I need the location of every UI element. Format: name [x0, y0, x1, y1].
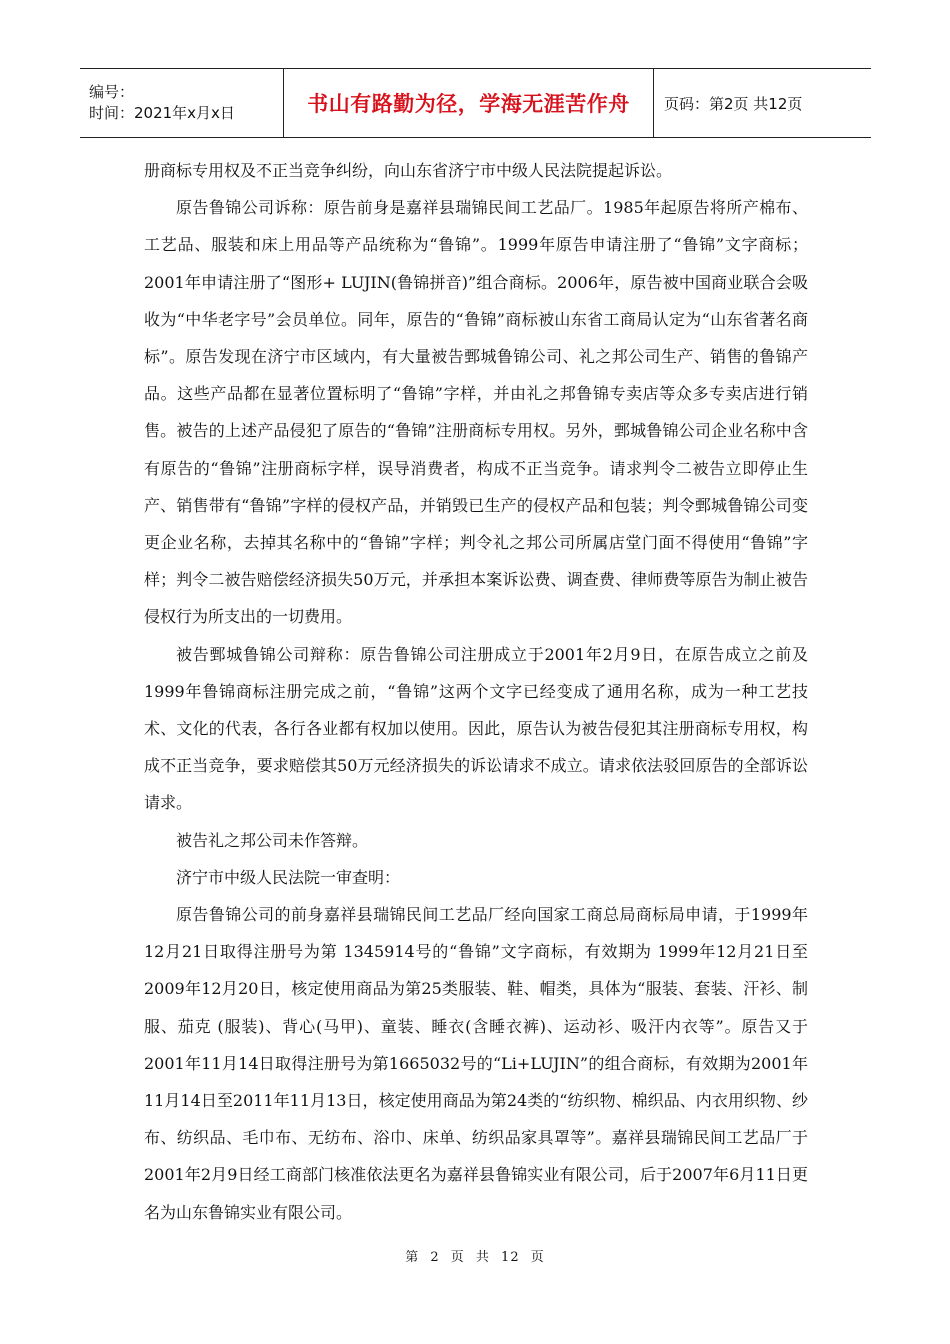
header-page-cell [654, 69, 871, 137]
header-motto-cell [284, 69, 654, 137]
header-page-info: 页码：第2页 共12页 [664, 94, 803, 113]
paragraph: 原告鲁锦公司诉称：原告前身是嘉祥县瑞锦民间工艺品厂。1985年起原告将所产棉布、工艺品、服装和床上用品等产品统称为“鲁锦”。1999年原告申请注册了“鲁锦”文字商标；2001年申请注册了“图形+ LUJIN(鲁锦拼音)”组合商标。2006年，原告被中国商业联合会吸收为“中华老字号”会员单位。同年，原告的“鲁锦”商标被山东省工商局认定为“山东省著名商标”。原告发现在济宁市区域内，有大量被告鄄城鲁锦公司、礼之邦公司生产、销售的鲁锦产品。这些产品都在显著位置标明了“鲁锦”字样，并由礼之邦鲁锦专卖店等众多专卖店进行销售。被告的上述产品侵犯了原告的“鲁锦”注册商标专用权。另外，鄄城鲁锦公司企业名称中含有原告的“鲁锦”注册商标字样，误导消费者，构成不正当竞争。请求判令二被告立即停止生产、销售带有“鲁锦”字样的侵权产品，并销毁已生产的侵权产品和包装；判令鄄城鲁锦公司变更企业名称，去掉其名称中的“鲁锦”字样；判令礼之邦公司所属店堂门面不得使用“鲁锦”字样；判令二被告赔偿经济损失50万元，并承担本案诉讼费、调查费、律师费等原告为制止被告侵权行为所支出的一切费用。 [144, 198, 808, 627]
serial-label: 编号： [89, 83, 135, 101]
paragraph: 济宁市中级人民法院一审查明： [176, 867, 401, 887]
header-motto: 书山有路勤为径，学海无涯苦作舟 [307, 92, 630, 116]
document-body [144, 152, 808, 1231]
paragraph: 被告鄄城鲁锦公司辩称：原告鲁锦公司注册成立于2001年2月9日，在原告成立之前及1999年鲁锦商标注册完成之前，“鲁锦”这两个文字已经变成了通用名称，成为一种工艺技术、文化的代表，各行各业都有权加以使用。因此，原告认为被告侵犯其注册商标专用权，构成不正当竞争，要求赔偿其50万元经济损失的诉讼请求不成立。请求依法驳回原告的全部诉讼请求。 [144, 644, 808, 813]
paragraph: 被告礼之邦公司未作答辩。 [176, 830, 369, 850]
footer-page-number: 第 2 页 共 12 页 [405, 1250, 545, 1265]
document-header [80, 68, 871, 138]
header-meta [80, 69, 284, 137]
paragraph: 册商标专用权及不正当竞争纠纷，向山东省济宁市中级人民法院提起诉讼。 [144, 161, 673, 180]
time-label: 时间：2021年x月x日 [89, 104, 235, 122]
paragraph: 原告鲁锦公司的前身嘉祥县瑞锦民间工艺品厂经向国家工商总局商标局申请，于1999年12月21日取得注册号为第 1345914号的“鲁锦”文字商标，有效期为 1999年12月21日至2009年12月20日，核定使用商品为第25类服装、鞋、帽类，具体为“服装、套装、汗衫、制服、茄克 (服装)、背心(马甲)、童装、睡衣(含睡衣裤)、运动衫、吸汗内衣等”。原告又于2001年11月14日取得注册号为第1665032号的“Li+LUJIN”的组合商标，有效期为2001年11月14日至2011年11月13日，核定使用商品为第24类的“纺织物、棉织品、内衣用织物、纱布、纺织品、毛巾布、无纺布、浴巾、床单、纺织品家具罩等”。嘉祥县瑞锦民间工艺品厂于2001年2月9日经工商部门核准依法更名为嘉祥县鲁锦实业有限公司，后于2007年6月11日更名为山东鲁锦实业有限公司。 [144, 905, 808, 1222]
page-footer [0, 1246, 950, 1265]
